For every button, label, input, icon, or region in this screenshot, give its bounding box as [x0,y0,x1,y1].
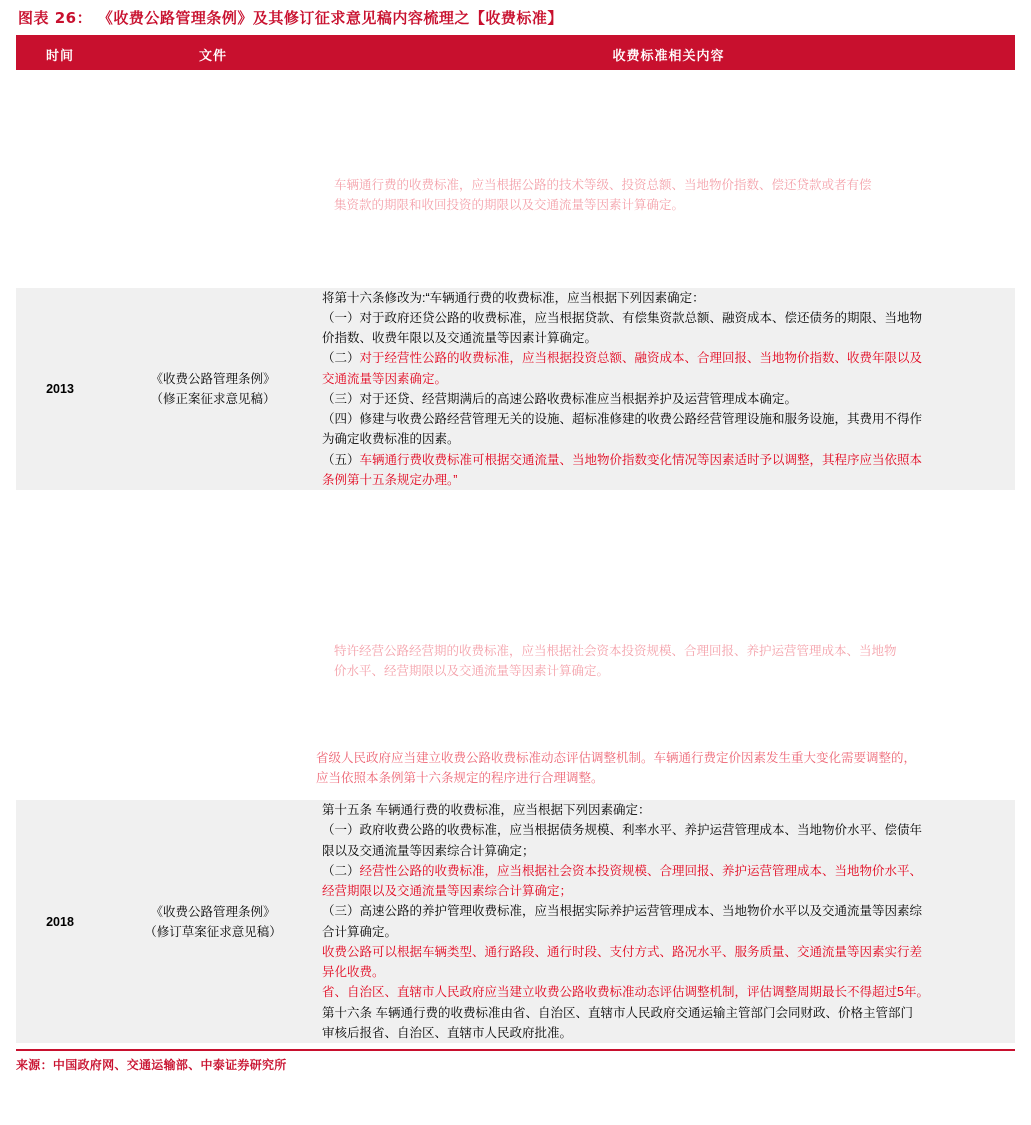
faded-line: 省级人民政府应当建立收费公路收费标准动态评估调整机制。车辆通行费定价因素发生重大变化需要调整的， [316,750,917,765]
content-line: 条例第十五条规定办理。” [322,472,458,487]
content-line: （一）政府收费公路的收费标准，应当根据债务规模、利率水平、养护运营管理成本、当地物价水平、偿债年 [322,823,923,838]
table-header-row [16,38,1015,70]
content-line: （三）高速公路的养护管理收费标准，应当根据实际养护运营管理成本、当地物价水平以及交通流量等因素综 [322,904,923,919]
content-line: （一）对于政府还贷公路的收费标准，应当根据贷款、有偿集资款总额、融资成本、偿还债务的期限、当地物 [322,310,923,325]
file-name-line-1: 《收费公路管理条例》 [150,371,276,386]
cell-file [104,288,322,491]
content-table [16,38,1015,70]
content-line: 第十五条 车辆通行费的收费标准，应当根据下列因素确定： [322,803,651,817]
content-line: （五）车辆通行费收费标准可根据交通流量、当地物价指数变化情况等因素适时予以调整，其程序应当依照本 [322,452,923,467]
content-line: 审核后报省、自治区、直辖市人民政府批准。 [322,1025,573,1040]
faded-line: 特许经营公路经营期的收费标准，应当根据社会资本投资规模、合理回报、养护运营管理成本、当地物 [334,644,897,658]
content-line: 价指数、收费年限以及交通流量等因素计算确定。 [322,331,598,345]
table-row-2013-wrapper [16,288,1015,491]
cell-content-2018 [322,800,1015,1043]
column-header-file: 文件 [104,38,322,70]
source-bar [16,1049,1015,1074]
file-name-line-2: （修正案征求意见稿） [150,391,276,406]
faded-line: 集资款的期限和收回投资的期限以及交通流量等因素计算确定。 [334,198,685,213]
column-header-time: 时间 [16,38,104,70]
blank-zone-4 [16,788,1015,800]
table-header [16,38,1015,70]
page-title: 图表 26： 《收费公路管理条例》及其修订征求意见稿内容梳理之【收费标准】 [18,9,563,27]
cell-file [104,800,322,1043]
file-name-line-2: （修订草案征求意见稿） [144,924,282,939]
table-row [16,288,1015,491]
table-row-2018-wrapper [16,800,1015,1043]
column-header-content: 收费标准相关内容 [322,38,1015,70]
blank-zone-2 [16,490,1015,641]
faded-paragraph-2 [16,641,1015,682]
content-line: 省、自治区、直辖市人民政府应当建立收费公路收费标准动态评估调整机制，评估调整周期最长不得超过5年。 [322,985,929,1000]
content-line: 经营期限以及交通流量等因素综合计算确定； [322,884,573,898]
content-line: 异化收费。 [322,965,385,979]
blank-zone-1 [16,216,1015,288]
faded-paragraph-3 [16,748,1015,789]
blank-zone-top [16,70,1015,175]
content-line: （二）经营性公路的收费标准，应当根据社会资本投资规模、合理回报、养护运营管理成本、当地物价水平、 [322,863,923,878]
cell-time: 2013 [16,288,104,491]
source-text: 来源：中国政府网、交通运输部、中泰证券研究所 [16,1058,287,1072]
figure-title-bar [16,0,1015,38]
content-line: （四）修建与收费公路经营管理无关的设施、超标准修建的收费公路经营管理设施和服务设施，其费用不得作 [322,412,923,426]
content-line: 第十六条 车辆通行费的收费标准由省、自治区、直辖市人民政府交通运输主管部门会同财政、价格主管部门 [322,1005,913,1020]
content-line: 限以及交通流量等因素综合计算确定； [322,843,535,858]
content-line: （三）对于还贷、经营期满后的高速公路收费标准应当根据养护及运营管理成本确定。 [322,391,798,406]
cell-content-2013 [322,288,1015,491]
file-name-line-1: 《收费公路管理条例》 [150,904,276,919]
content-line: （二）对于经营性公路的收费标准，应当根据投资总额、融资成本、合理回报、当地物价指数、收费年限以及 [322,351,923,366]
cell-time: 2018 [16,800,104,1043]
content-line: 为确定收费标准的因素。 [322,432,460,447]
faded-line: 车辆通行费的收费标准，应当根据公路的技术等级、投资总额、当地物价指数、偿还贷款或者有偿 [334,178,872,192]
content-line: 合计算确定。 [322,924,398,939]
faded-line: 应当依照本条例第十六条规定的程序进行合理调整。 [316,770,604,785]
content-line: 交通流量等因素确定。 [322,371,448,386]
faded-line: 价水平、经营期限以及交通流量等因素计算确定。 [334,664,610,679]
faded-paragraph-1 [16,175,1015,216]
content-line: 收费公路可以根据车辆类型、通行路段、通行时段、支付方式、路况水平、服务质量、交通流量等因素实行差 [322,944,923,959]
table-row [16,800,1015,1043]
content-line: 将第十六条修改为:“车辆通行费的收费标准，应当根据下列因素确定： [322,290,705,305]
blank-zone-3 [16,682,1015,748]
